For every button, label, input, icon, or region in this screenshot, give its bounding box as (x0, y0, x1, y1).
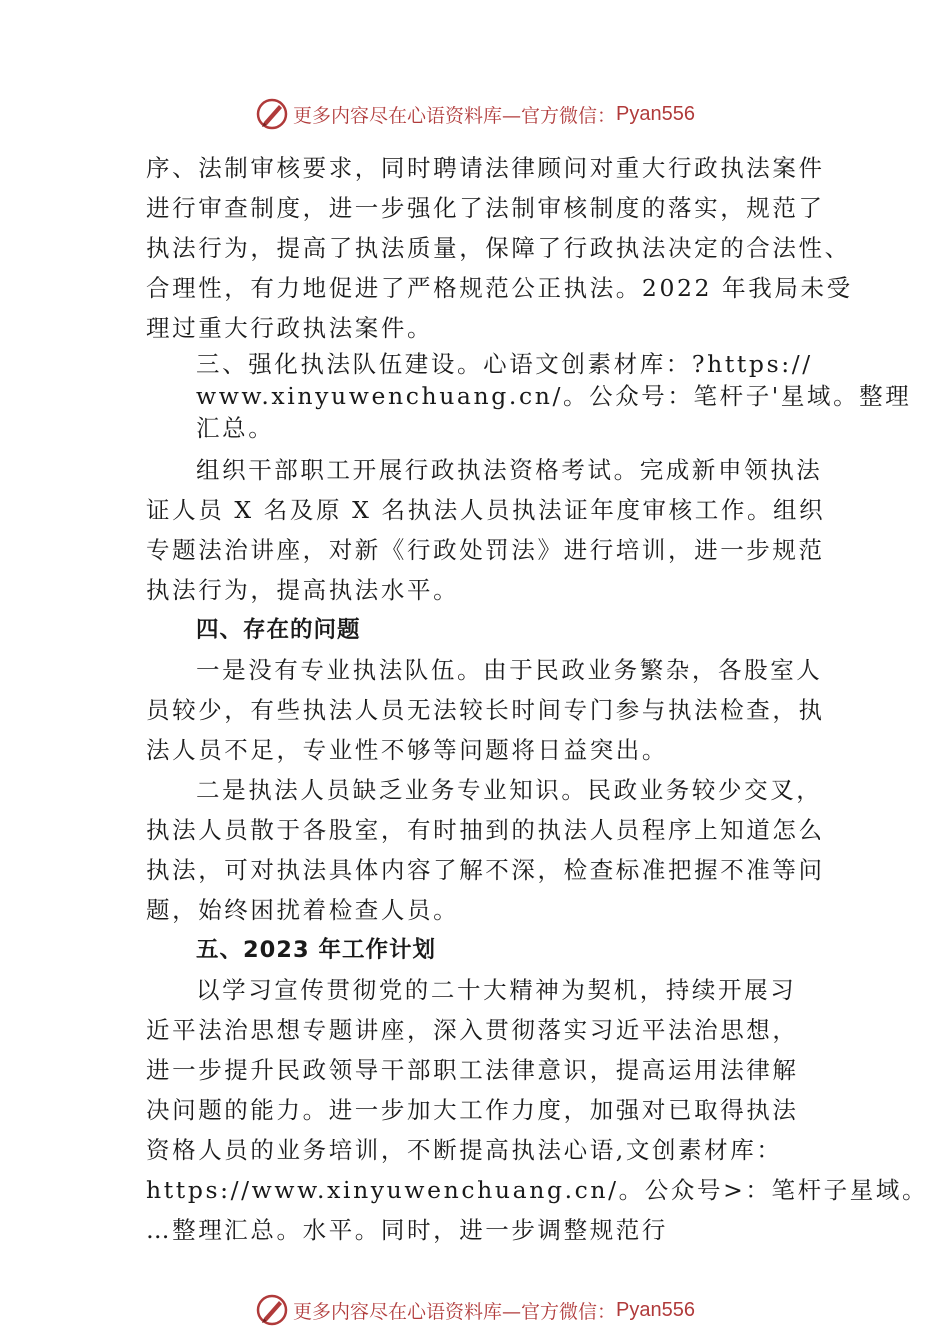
paragraph-line: 合理性，有力地促进了严格规范公正执法。2022 年我局未受 (146, 274, 853, 302)
paragraph-line: 专题法治讲座，对新《行政处罚法》进行培训，进一步规范 (146, 536, 825, 564)
section-three-url-line: www.xinyuwenchuang.cn/。公众号：笔杆子'星域。整理 (196, 382, 912, 410)
section-heading-problems: 四、存在的问题 (196, 617, 361, 643)
footer-banner (0, 1290, 950, 1330)
paragraph-line: 资格人员的业务培训，不断提高执法心语,文创素材库： (146, 1136, 783, 1164)
paragraph-url-line: https://www.xinyuwenchuang.cn/。公众号>：笔杆子星域。 (146, 1176, 929, 1204)
section-heading-plan-2023: 五、2023 年工作计划 (196, 937, 436, 963)
paragraph-line: 法人员不足，专业性不够等问题将日益突出。 (146, 736, 668, 764)
paragraph-line: 进一步提升民政领导干部职工法律意识，提高运用法律解 (146, 1056, 799, 1084)
pen-logo-icon (255, 1293, 289, 1327)
paragraph-line: 理过重大行政执法案件。 (146, 314, 434, 342)
paragraph-line: 员较少，有些执法人员无法较长时间专门参与执法检查，执 (146, 696, 825, 724)
paragraph-line: 执法人员散于各股室，有时抽到的执法人员程序上知道怎么 (146, 816, 825, 844)
footer-banner-wechat-id: Pyan556 (616, 1298, 695, 1321)
paragraph-line: 执法，可对执法具体内容了解不深，检查标准把握不准等问 (146, 856, 825, 884)
paragraph-line: 一是没有专业执法队伍。由于民政业务繁杂，各股室人 (196, 656, 823, 684)
paragraph-line: 决问题的能力。进一步加大工作力度，加强对已取得执法 (146, 1096, 799, 1124)
header-banner (0, 94, 950, 134)
paragraph-line: …整理汇总。水平。同时，进一步调整规范行 (146, 1216, 668, 1244)
header-banner-text: 更多内容尽在心语资料库—官方微信： (293, 104, 617, 127)
paragraph-line: 执法行为，提高执法水平。 (146, 576, 460, 604)
paragraph-line: 近平法治思想专题讲座，深入贯彻落实习近平法治思想， (146, 1016, 799, 1044)
footer-banner-text: 更多内容尽在心语资料库—官方微信： (293, 1300, 617, 1323)
paragraph-line: 二是执法人员缺乏业务专业知识。民政业务较少交叉， (196, 776, 823, 804)
paragraph-line: 序、法制审核要求，同时聘请法律顾问对重大行政执法案件 (146, 154, 825, 182)
paragraph-line: 执法行为，提高了执法质量，保障了行政执法决定的合法性、 (146, 234, 851, 262)
paragraph-line: 证人员 X 名及原 X 名执法人员执法证年度审核工作。组织 (146, 496, 826, 524)
paragraph-line: 进行审查制度，进一步强化了法制审核制度的落实，规范了 (146, 194, 825, 222)
section-three-tail-line: 汇总。 (196, 414, 275, 442)
paragraph-line: 题，始终困扰着检查人员。 (146, 896, 460, 924)
section-three-heading-line: 三、强化执法队伍建设。心语文创素材库：?https:// (196, 350, 813, 378)
header-banner-wechat-id: Pyan556 (616, 102, 695, 125)
document-body (146, 148, 929, 1250)
paragraph-line: 组织干部职工开展行政执法资格考试。完成新申领执法 (196, 456, 823, 484)
pen-logo-icon (255, 97, 289, 131)
paragraph-line: 以学习宣传贯彻党的二十大精神为契机，持续开展习 (196, 976, 797, 1004)
